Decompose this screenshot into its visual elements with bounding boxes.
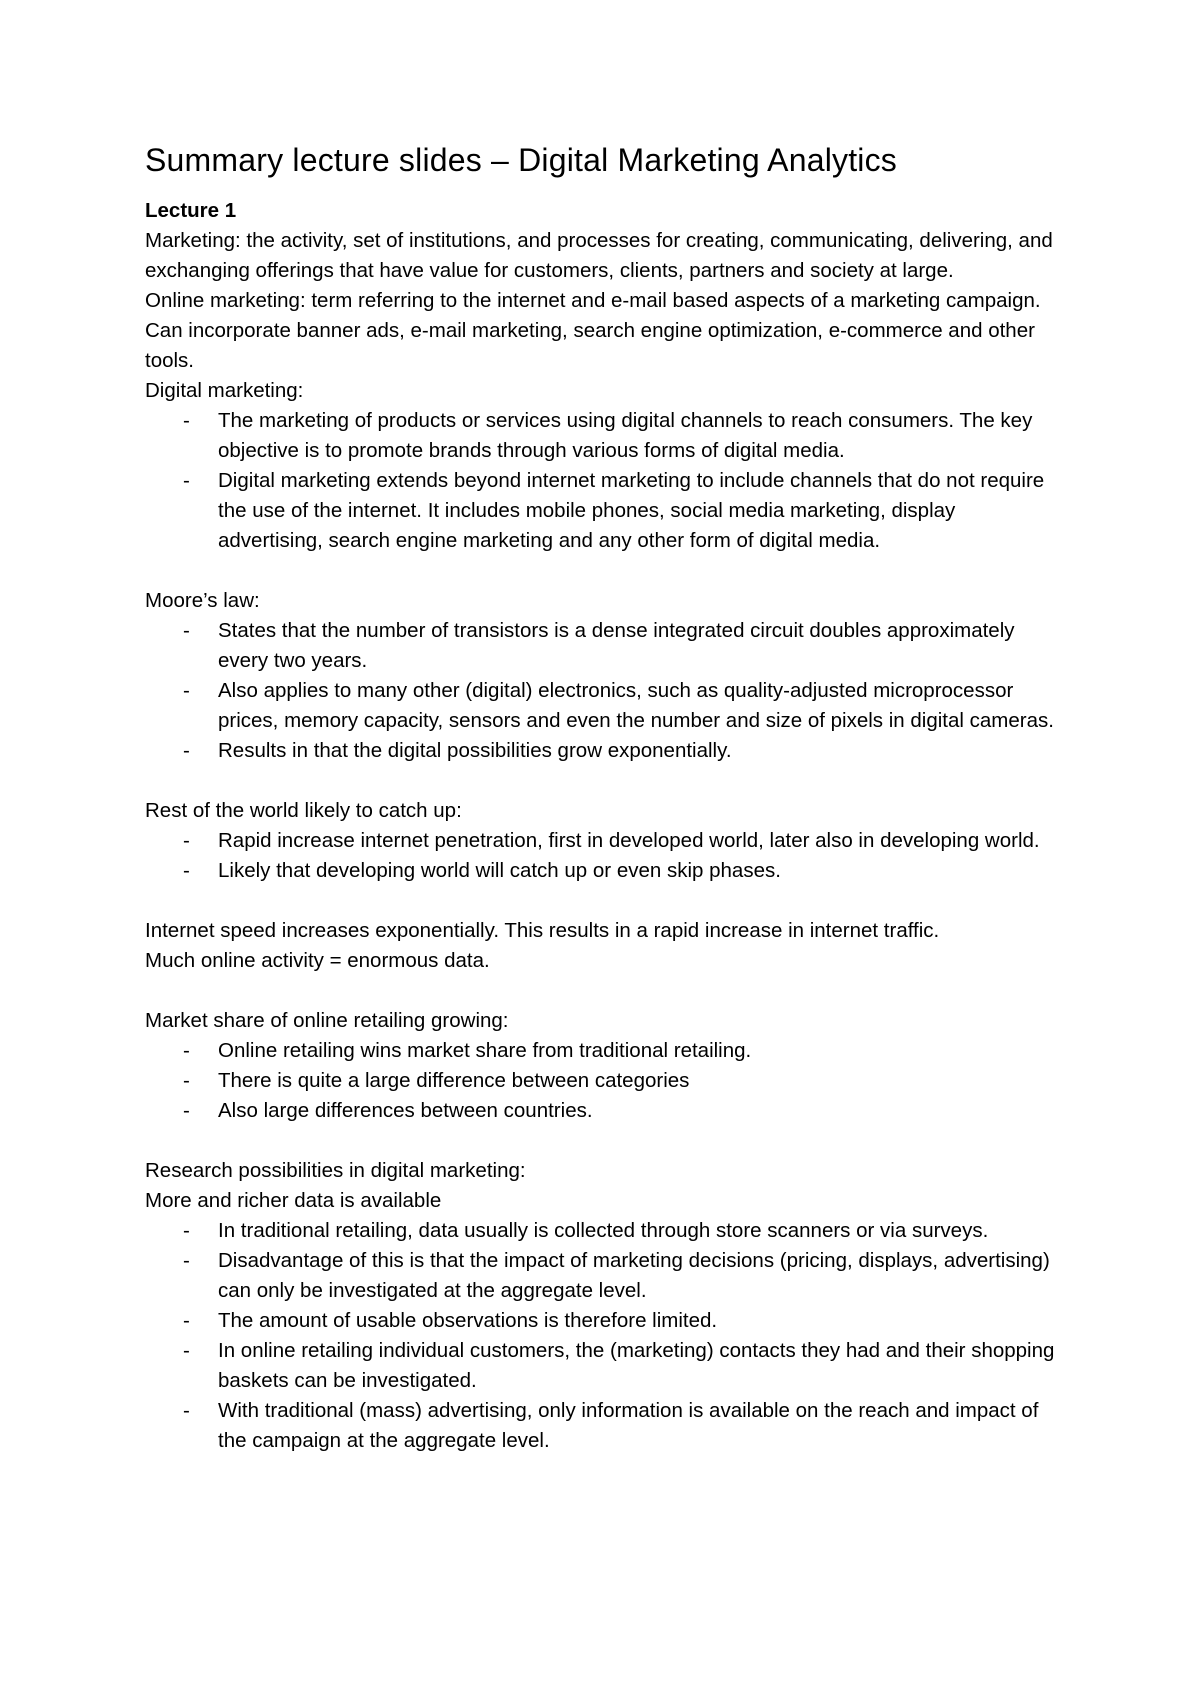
- document-body: [145, 140, 1065, 1456]
- bullet-dash: -: [183, 409, 190, 432]
- bullet-dash: -: [183, 1399, 190, 1422]
- research-list: [145, 1216, 1065, 1456]
- bullet-dash: -: [183, 1339, 190, 1362]
- list-item: [145, 1336, 1065, 1396]
- digital-marketing-heading: Digital marketing:: [145, 379, 304, 402]
- bullet-dash: -: [183, 1219, 190, 1242]
- market-share-heading: Market share of online retailing growing:: [145, 1009, 509, 1032]
- bullet-dash: -: [183, 1249, 190, 1272]
- list-item: [145, 826, 1065, 856]
- online-activity-line: Much online activity = enormous data.: [145, 949, 490, 972]
- rest-of-world-heading: Rest of the world likely to catch up:: [145, 799, 462, 822]
- internet-speed-line: Internet speed increases exponentially. This results in a rapid increase in internet traffic.: [145, 919, 940, 942]
- list-item-text: States that the number of transistors is a dense integrated circuit doubles approximately every two years.: [218, 619, 1015, 672]
- list-item-text: The amount of usable observations is therefore limited.: [218, 1309, 718, 1332]
- online-marketing-definition: Online marketing: term referring to the internet and e-mail based aspects of a marketing campaign. Can incorporate banner ads, e-mail marketing, search engine optimization, e-commerce and other tools.: [145, 289, 1041, 372]
- moores-law-list: [145, 616, 1065, 766]
- bullet-dash: -: [183, 1309, 190, 1332]
- bullet-dash: -: [183, 469, 190, 492]
- spacer: [145, 886, 1065, 916]
- spacer: [145, 766, 1065, 796]
- list-item: [145, 856, 1065, 886]
- list-item-text: Disadvantage of this is that the impact of marketing decisions (pricing, displays, advertising) can only be investigated at the aggregate level.: [218, 1249, 1050, 1302]
- spacer: [145, 1126, 1065, 1156]
- moores-law-heading: Moore’s law:: [145, 589, 260, 612]
- list-item: [145, 676, 1065, 736]
- bullet-dash: -: [183, 739, 190, 762]
- research-subheading: More and richer data is available: [145, 1189, 442, 1212]
- list-item-text: In online retailing individual customers, the (marketing) contacts they had and their shopping baskets can be investigated.: [218, 1339, 1055, 1392]
- spacer: [145, 976, 1065, 1006]
- list-item: [145, 1066, 1065, 1096]
- bullet-dash: -: [183, 619, 190, 642]
- rest-of-world-list: [145, 826, 1065, 886]
- bullet-dash: -: [183, 679, 190, 702]
- list-item-text: The marketing of products or services using digital channels to reach consumers. The key objective is to promote brands through various forms of digital media.: [218, 409, 1033, 462]
- list-item: [145, 1246, 1065, 1306]
- bullet-dash: -: [183, 1039, 190, 1062]
- digital-marketing-list: [145, 406, 1065, 556]
- list-item-text: Results in that the digital possibilities grow exponentially.: [218, 739, 732, 762]
- list-item-text: There is quite a large difference between categories: [218, 1069, 690, 1092]
- list-item: [145, 1396, 1065, 1456]
- research-heading: Research possibilities in digital marketing:: [145, 1159, 526, 1182]
- bullet-dash: -: [183, 829, 190, 852]
- list-item-text: Also large differences between countries.: [218, 1099, 593, 1122]
- list-item-text: Likely that developing world will catch up or even skip phases.: [218, 859, 781, 882]
- bullet-dash: -: [183, 1099, 190, 1122]
- list-item: [145, 1036, 1065, 1066]
- lecture-heading: Lecture 1: [145, 199, 237, 222]
- bullet-dash: -: [183, 1069, 190, 1092]
- list-item-text: Rapid increase internet penetration, first in developed world, later also in developing world.: [218, 829, 1040, 852]
- list-item-text: Digital marketing extends beyond internet marketing to include channels that do not require the use of the internet. It includes mobile phones, social media marketing, display advertising, search engine marketing and any other form of digital media.: [218, 469, 1045, 552]
- page-title: Summary lecture slides – Digital Marketing Analytics: [145, 142, 898, 178]
- list-item: [145, 1306, 1065, 1336]
- bullet-dash: -: [183, 859, 190, 882]
- list-item-text: With traditional (mass) advertising, only information is available on the reach and impact of the campaign at the aggregate level.: [218, 1399, 1039, 1452]
- list-item: [145, 406, 1065, 466]
- list-item: [145, 1216, 1065, 1246]
- list-item: [145, 466, 1065, 556]
- list-item: [145, 616, 1065, 676]
- market-share-list: [145, 1036, 1065, 1126]
- list-item-text: In traditional retailing, data usually is collected through store scanners or via surveys.: [218, 1219, 989, 1242]
- list-item-text: Also applies to many other (digital) electronics, such as quality-adjusted microprocessor prices, memory capacity, sensors and even the number and size of pixels in digital cameras.: [218, 679, 1054, 732]
- spacer: [145, 556, 1065, 586]
- marketing-definition: Marketing: the activity, set of institutions, and processes for creating, communicating, delivering, and exchanging offerings that have value for customers, clients, partners and society at large.: [145, 229, 1053, 282]
- list-item: [145, 736, 1065, 766]
- list-item: [145, 1096, 1065, 1126]
- list-item-text: Online retailing wins market share from traditional retailing.: [218, 1039, 752, 1062]
